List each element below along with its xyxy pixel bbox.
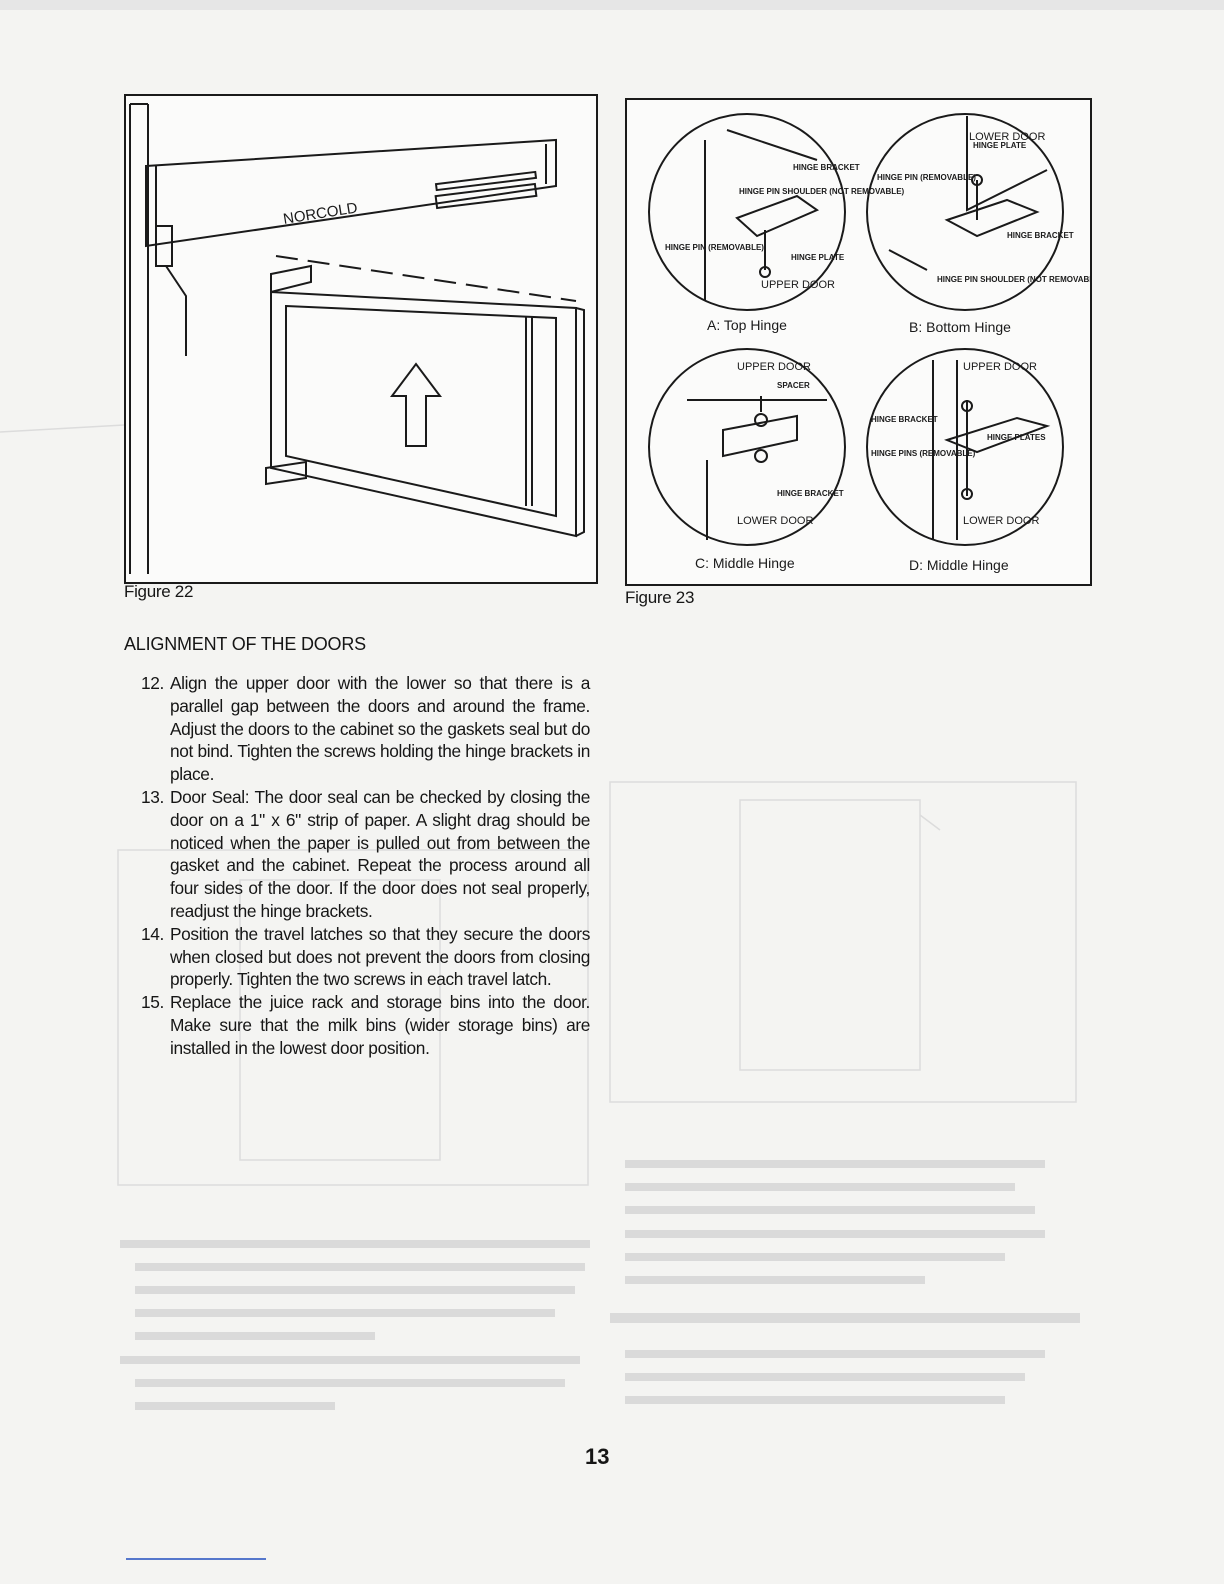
step-number: 13. [141, 786, 164, 807]
step-13 [124, 786, 590, 923]
step-number: 14. [141, 923, 164, 944]
panel-c-label-4: LOWER DOOR [737, 515, 814, 527]
norcold-brand-label: NORCOLD [281, 199, 359, 228]
step-text: Replace the juice rack and storage bins into the door. Make sure that the milk bins (wider storage bins) are installed in the lowest door position. [170, 992, 590, 1058]
step-14 [124, 923, 590, 991]
step-text: Align the upper door with the lower so that there is a parallel gap between the doors and around the frame. Adjust the doors to the cabinet so the gaskets seal but do not bind. Tighten the screws holding the hinge brackets in place. [170, 673, 590, 785]
panel-d-label-2: HINGE BRACKET [871, 415, 938, 424]
step-text: Position the travel latches so that they secure the doors when closed but does not prevent the doors from closing properly. Tighten the two screws in each travel latch. [170, 923, 590, 990]
panel-b-label-4: HINGE BRACKET [1007, 231, 1074, 240]
panel-c-label-1: UPPER DOOR [737, 361, 811, 373]
alignment-steps-list [124, 672, 590, 1060]
panel-d-label-1: UPPER DOOR [963, 361, 1037, 373]
footer-rule [126, 1558, 266, 1560]
figure-23-caption: Figure 23 [625, 588, 695, 607]
figure-22-caption: Figure 22 [124, 582, 194, 601]
step-number: 15. [141, 992, 164, 1013]
figure-23-illustration [625, 98, 1092, 586]
step-12 [124, 672, 590, 786]
hinge-details-drawing [627, 100, 1090, 584]
section-heading: ALIGNMENT OF THE DOORS [124, 634, 366, 654]
panel-a-caption: A: Top Hinge [707, 317, 787, 333]
panel-c-caption: C: Middle Hinge [695, 555, 795, 571]
panel-d-label-3: HINGE PLATES [987, 433, 1046, 442]
figure-22-illustration [124, 94, 598, 584]
step-text: Door Seal: The door seal can be checked by closing the door on a 1" x 6" strip of paper. A slight drag should be noticed when the paper is pulled out from between the gasket and the cabinet. Repeat the process around all four sides of the door. If the door does not seal properly, readjust the hinge brackets. [170, 786, 590, 921]
panel-b-label-2: HINGE PLATE [973, 141, 1027, 150]
panel-c-label-3: HINGE BRACKET [777, 489, 844, 498]
panel-c-label-2: SPACER [777, 381, 810, 390]
panel-b-label-3: HINGE PIN (REMOVABLE) [877, 173, 976, 182]
step-15 [124, 991, 590, 1059]
panel-a-label-5: UPPER DOOR [761, 279, 835, 291]
step-number: 12. [141, 673, 164, 693]
refrigerator-door-drawing [126, 96, 596, 582]
panel-b-caption: B: Bottom Hinge [909, 319, 1011, 335]
panel-a-label-4: HINGE PLATE [791, 253, 845, 262]
panel-a-label-2: HINGE PIN SHOULDER (NOT REMOVABLE) [739, 187, 905, 196]
panel-b-label-5: HINGE PIN SHOULDER (NOT REMOVABLE) [937, 275, 1090, 284]
panel-d-label-4: HINGE PINS (REMOVABLE) [871, 449, 976, 458]
page-number: 13 [585, 1444, 610, 1469]
panel-a-label-1: HINGE BRACKET [793, 163, 860, 172]
panel-d-label-5: LOWER DOOR [963, 515, 1040, 527]
panel-b-label-1: LOWER DOOR [969, 131, 1046, 143]
panel-d-caption: D: Middle Hinge [909, 557, 1009, 573]
panel-a-label-3: HINGE PIN (REMOVABLE) [665, 243, 764, 252]
